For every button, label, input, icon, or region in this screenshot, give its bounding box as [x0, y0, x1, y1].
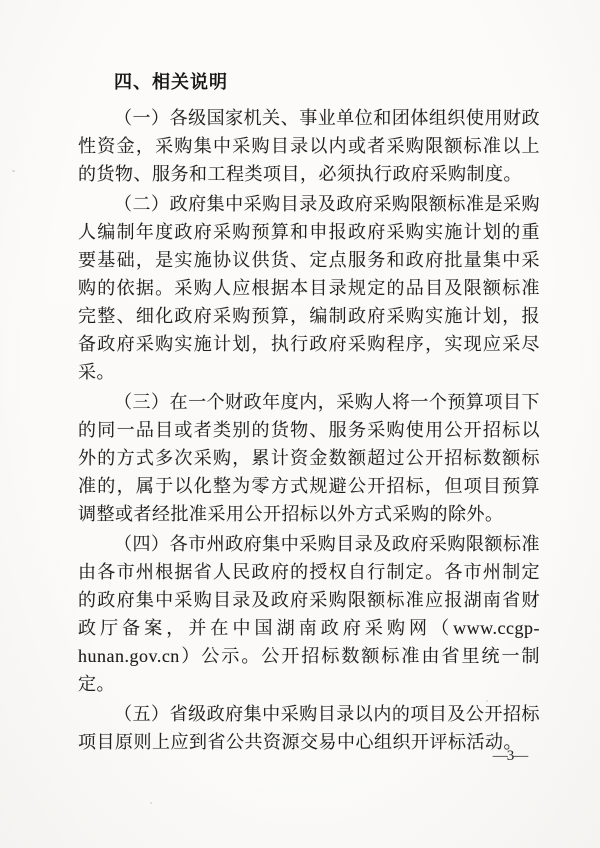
paragraph-item-5: （五）省级政府集中采购目录以内的项目及公开招标项目原则上应到省公共资源交易中心组织开评标活动。: [78, 704, 540, 752]
document-content: [78, 68, 540, 758]
scan-speck: [12, 170, 15, 172]
paragraph-item-4: （四）各市州政府集中采购目录及政府采购限额标准由各市州根据省人民政府的授权自行制定。各市州制定的政府集中采购目录及政府采购限额标准应报湖南省财政厅备案，并在中国湖南政府采购网（www.ccgp-hunan.gov.cn）公示。公开招标数额标准由省里统一制定。: [78, 534, 540, 694]
section-heading: 四、相关说明: [114, 72, 228, 92]
scan-speck: [150, 802, 152, 804]
paragraph-item-1: （一）各级国家机关、事业单位和团体组织使用财政性资金，采购集中采购目录以内或者采购限额标准以上的货物、服务和工程类项目，必须执行政府采购制度。: [78, 108, 540, 184]
paragraph-item-2: （二）政府集中采购目录及政府采购限额标准是采购人编制年度政府采购预算和申报政府采购实施计划的重要基础，是实施协议供货、定点服务和政府批量集中采购的依据。采购人应根据本目录规定的品目及限额标准完整、细化政府采购预算，编制政府采购实施计划，报备政府采购实施计划，执行政府采购程序，实现应采尽采。: [78, 194, 540, 382]
paragraph-item-3: （三）在一个财政年度内，采购人将一个预算项目下的同一品目或者类别的货物、服务采购使用公开招标以外的方式多次采购，累计资金数额超过公开招标数额标准的，属于以化整为零方式规避公开招标，但项目预算调整或者经批准采用公开招标以外方式采购的除外。: [78, 392, 540, 524]
page-number: —3—: [492, 748, 528, 764]
